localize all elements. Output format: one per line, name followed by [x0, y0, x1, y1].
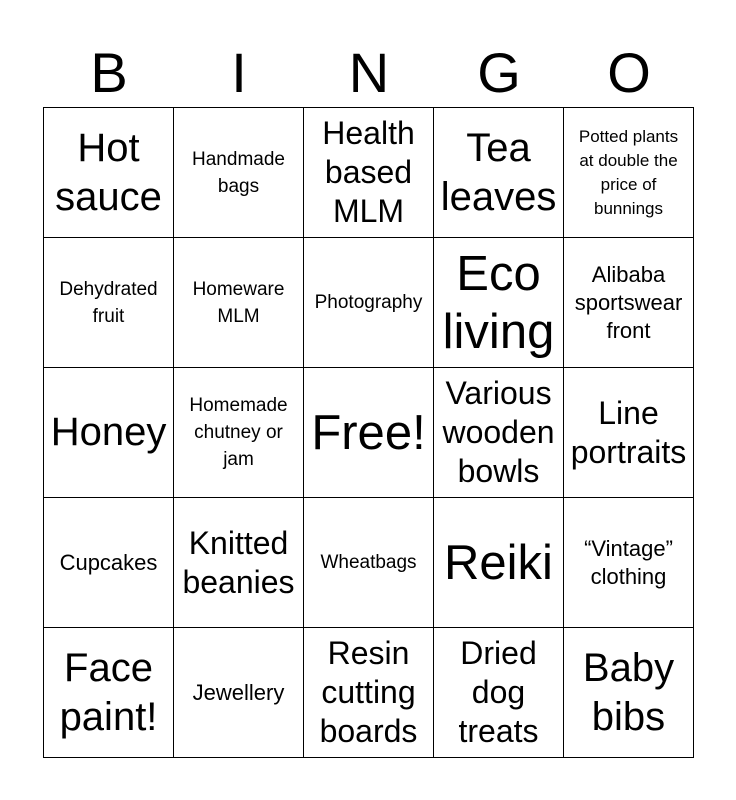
cell-text: Face paint! [59, 645, 158, 739]
free-space-text: Free! [311, 405, 426, 460]
cell-text: Baby bibs [582, 645, 675, 739]
header-letter-g: G [477, 41, 521, 104]
bingo-cell-r4-c5[interactable] [564, 498, 694, 628]
header-letter-n: N [348, 41, 390, 104]
cell-text: “Vintage” clothing [584, 535, 673, 589]
bingo-cell-r4-c3[interactable] [304, 498, 434, 628]
bingo-cell-r3-c4[interactable] [434, 368, 564, 498]
cell-text: Potted plants at double the price of bunnings [578, 126, 679, 218]
bingo-cell-r5-c1[interactable] [44, 628, 174, 758]
bingo-cell-r3-c2[interactable] [174, 368, 304, 498]
cell-text: Handmade bags [192, 148, 285, 197]
bingo-cell-r2-c1[interactable] [44, 238, 174, 368]
bingo-card-grid [43, 107, 694, 758]
bingo-cell-r1-c5[interactable] [564, 108, 694, 238]
cell-text: Wheatbags [320, 552, 417, 573]
bingo-header [44, 40, 694, 106]
bingo-cell-r3-c5[interactable] [564, 368, 694, 498]
bingo-cell-r2-c3[interactable] [304, 238, 434, 368]
cell-text: Knitted beanies [182, 524, 295, 600]
cell-text: Health based MLM [322, 115, 415, 229]
bingo-cell-r3-c1[interactable] [44, 368, 174, 498]
bingo-cell-r2-c4[interactable] [434, 238, 564, 368]
bingo-cell-r5-c5[interactable] [564, 628, 694, 758]
cell-text: Homemade chutney or jam [189, 395, 288, 470]
bingo-cell-r5-c2[interactable] [174, 628, 304, 758]
bingo-cell-r1-c3[interactable] [304, 108, 434, 238]
cell-text: Hot sauce [55, 125, 162, 219]
cell-text: Photography [314, 292, 423, 313]
cell-text: Reiki [444, 535, 553, 590]
bingo-cell-r5-c4[interactable] [434, 628, 564, 758]
cell-text: Dehydrated fruit [59, 278, 158, 327]
cell-text: Eco living [442, 246, 555, 359]
bingo-cell-r1-c1[interactable] [44, 108, 174, 238]
bingo-cell-r4-c4[interactable] [434, 498, 564, 628]
bingo-cell-r4-c2[interactable] [174, 498, 304, 628]
cell-text: Various wooden bowls [442, 375, 555, 489]
cell-text: Homeware MLM [192, 278, 285, 327]
bingo-cell-r1-c4[interactable] [434, 108, 564, 238]
bingo-cell-r5-c3[interactable] [304, 628, 434, 758]
cell-text: Resin cutting boards [319, 635, 418, 749]
cell-text: Dried dog treats [458, 635, 539, 749]
bingo-cell-r1-c2[interactable] [174, 108, 304, 238]
header-letter-b: B [90, 41, 128, 104]
cell-text: Cupcakes [59, 549, 158, 575]
bingo-cell-r4-c1[interactable] [44, 498, 174, 628]
bingo-cell-r2-c5[interactable] [564, 238, 694, 368]
bingo-cell-r2-c2[interactable] [174, 238, 304, 368]
cell-text: Honey [50, 410, 167, 454]
cell-text: Line portraits [570, 394, 687, 470]
cell-text: Jewellery [192, 679, 285, 705]
cell-text: Alibaba sportswear front [574, 261, 683, 343]
cell-text: Tea leaves [440, 125, 557, 219]
header-letter-i: I [231, 41, 247, 104]
header-letter-o: O [607, 41, 651, 104]
bingo-cell-r3-c3-free[interactable] [304, 368, 434, 498]
